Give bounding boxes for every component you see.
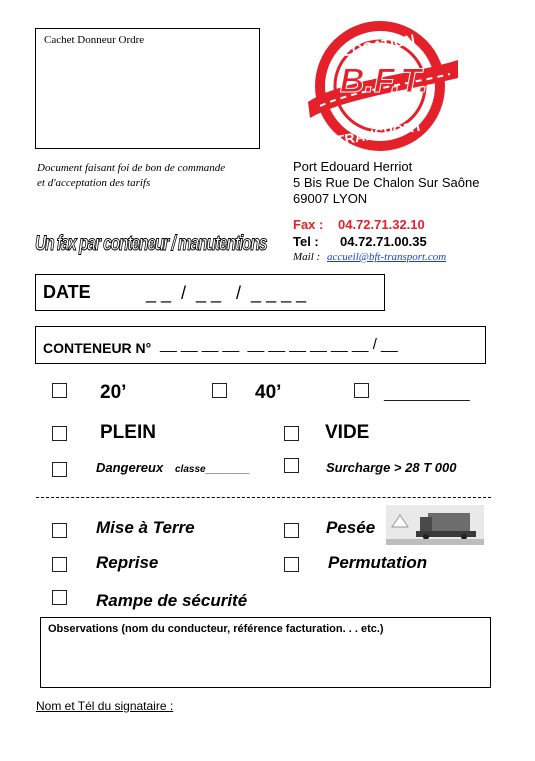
date-box[interactable] [35,274,385,311]
permutation-checkbox[interactable] [284,557,299,572]
intro-line-2: et d'acceptation des tarifs [37,177,151,189]
pesee-label: Pesée [326,518,376,537]
rampe-label: Rampe de sécurité [96,591,248,610]
size-other-blank: ___________ [384,385,470,401]
logo-bottom-text: TRANSPORT [334,117,424,149]
fax-number: 04.72.71.32.10 [338,217,425,232]
dashed-separator [36,497,491,498]
date-pattern: _ _ / _ _ / _ _ _ _ [146,283,307,303]
observations-box[interactable] [40,617,491,688]
mise-a-terre-label: Mise à Terre [96,518,195,537]
cachet-label: Cachet Donneur Ordre [44,34,145,46]
size-20-checkbox[interactable] [52,383,67,398]
rampe-checkbox[interactable] [52,590,67,605]
permutation-label: Permutation [328,553,428,572]
size-20-label: 20’ [100,382,127,403]
logo-mid-text: B.F.T. [339,62,429,100]
vide-label: VIDE [325,422,370,443]
surcharge-checkbox[interactable] [284,458,299,473]
reprise-checkbox[interactable] [52,557,67,572]
plein-checkbox[interactable] [52,426,67,441]
conteneur-label: CONTENEUR N° [43,340,152,356]
tel-label: Tel : [293,234,319,249]
size-other-checkbox[interactable] [354,383,369,398]
classe-field[interactable]: classe________ [175,464,251,475]
mise-a-terre-checkbox[interactable] [52,523,67,538]
bft-logo [300,20,460,152]
address-line-3: 69007 LYON [293,191,368,206]
size-40-checkbox[interactable] [212,383,227,398]
plein-label: PLEIN [100,422,156,443]
dangereux-checkbox[interactable] [52,462,67,477]
vide-checkbox[interactable] [284,426,299,441]
cachet-box [35,28,260,149]
weighbridge-image [386,505,484,545]
logo-top-text: LOCATION [342,30,417,60]
surcharge-label: Surcharge > 28 T 000 [326,460,457,475]
address-line-1: Port Edouard Herriot [293,159,413,174]
signataire-label: Nom et Tél du signataire : [36,699,174,713]
conteneur-box[interactable] [35,326,486,364]
fax-label: Fax : [293,217,324,232]
dangereux-label: Dangereux [96,460,164,475]
size-40-label: 40’ [255,382,282,403]
date-label: DATE [43,282,91,302]
address-line-2: 5 Bis Rue De Chalon Sur Saône [293,175,480,190]
tel-number: 04.72.71.00.35 [340,234,427,249]
reprise-label: Reprise [96,553,159,572]
mail-label: Mail : [293,251,321,263]
conteneur-pattern: __ __ __ __ __ __ __ __ __ __ / __ [160,336,398,353]
pesee-checkbox[interactable] [284,523,299,538]
intro-line-1: Document faisant foi de bon de commande [37,162,226,174]
headline: Un fax par conteneur / manutentions [35,232,267,255]
observations-label: Observations (nom du conducteur, référence facturation. . . etc.) [48,623,384,635]
mail-link[interactable]: accueil@bft-transport.com [327,251,447,263]
